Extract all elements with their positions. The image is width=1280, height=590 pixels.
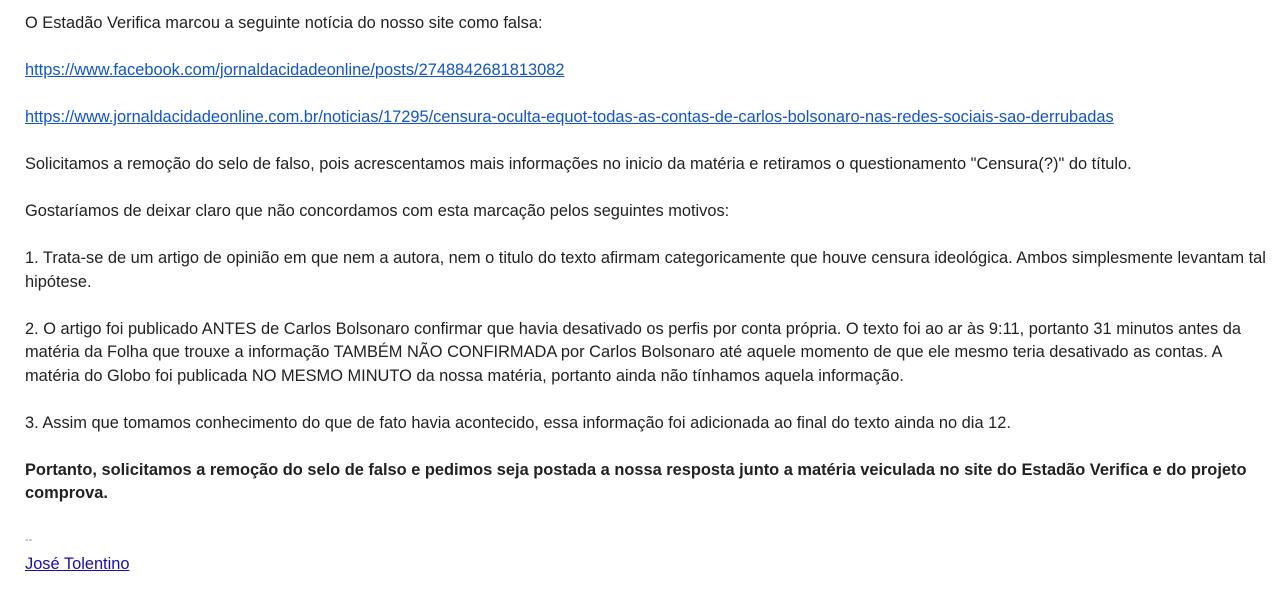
article-paragraph	[25, 106, 1275, 130]
intro-text: O Estadão Verifica marcou a seguinte notícia do nosso site como falsa:	[25, 14, 543, 32]
article-link[interactable]: https://www.jornaldacidadeonline.com.br/noticias/17295/censura-oculta-equot-todas-as-contas-de-carlos-bolsonaro-nas-redes-sociais-sao-derrubadas	[25, 108, 1114, 126]
disagreement-text: Gostaríamos de deixar claro que não concordamos com esta marcação pelos seguintes motivos:	[25, 202, 730, 220]
removal-request-text: Solicitamos a remoção do selo de falso, pois acrescentamos mais informações no inicio da matéria e retiramos o questionamento "Censura(?)" do título.	[25, 155, 1132, 173]
facebook-post-link[interactable]: https://www.facebook.com/jornaldacidadeonline/posts/2748842681813082	[25, 61, 565, 79]
signature-separator: --	[25, 534, 33, 546]
signature-name-link[interactable]: José Tolentino	[25, 554, 130, 573]
conclusion-text: Portanto, solicitamos a remoção do selo de falso e pedimos seja postada a nossa resposta junto a matéria veiculada no site do Estadão Verifica e do projeto comprova.	[25, 460, 1247, 502]
facebook-post-paragraph	[25, 59, 1275, 83]
signature	[25, 553, 1275, 577]
reason-1-text: 1. Trata-se de um artigo de opinião em que nem a autora, nem o titulo do texto afirmam categoricamente que houve censura ideológica. Ambos simplesmente levantam tal hipótese.	[25, 249, 1266, 291]
reason-2-text: 2. O artigo foi publicado ANTES de Carlos Bolsonaro confirmar que havia desativado os perfis por conta própria. O texto foi ao ar às 9:11, portanto 31 minutos antes da matéria da Folha que trouxe a informação TAMBÉM NÃO CONFIRMADA por Carlos Bolsonaro até aquele momento de que ele mesmo teria desativado as contas. A matéria do Globo foi publicada NO MESMO MINUTO da nossa matéria, portanto ainda não tínhamos aquela informação.	[25, 319, 1242, 385]
reason-3-text: 3. Assim que tomamos conhecimento do que de fato havia acontecido, essa informação foi adicionada ao final do texto ainda no dia 12.	[25, 413, 1011, 432]
email-body	[25, 12, 1275, 576]
